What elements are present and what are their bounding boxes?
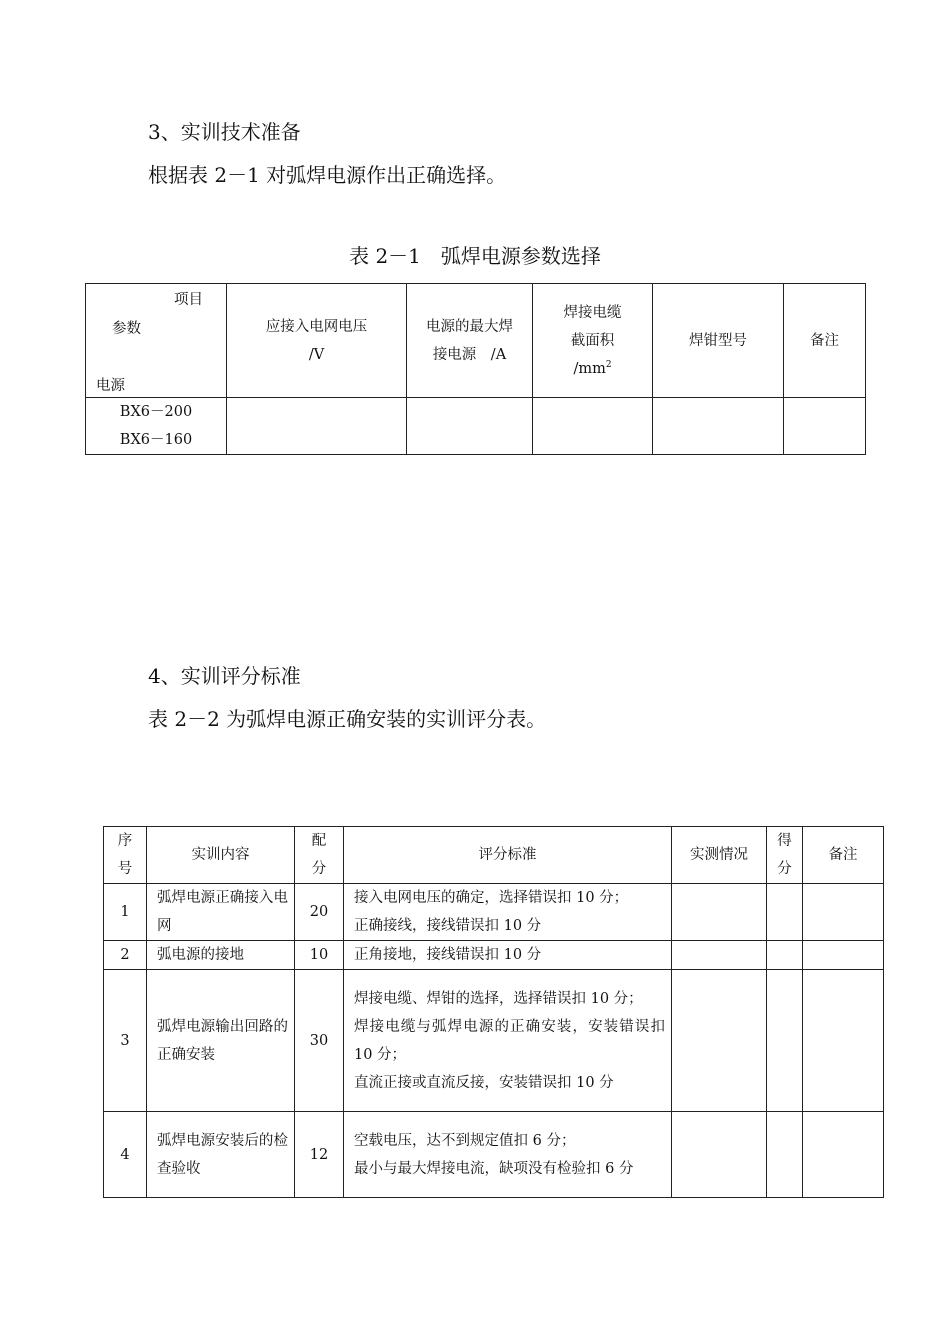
section3-text: 根据表 2－1 对弧焊电源作出正确选择。 — [148, 163, 507, 187]
header-no — [104, 827, 147, 884]
empty-cell — [672, 1112, 767, 1198]
criteria-line: 直流正接或直流反接，安装错误扣 10 分 — [354, 1074, 614, 1091]
table1-data-row — [86, 398, 866, 455]
criteria-line: 空载电压，达不到规定值扣 6 分； — [354, 1132, 576, 1149]
row-content: 弧焊电源安装后的检查验收 — [147, 1112, 295, 1198]
header-voltage-line2: /V — [308, 346, 325, 363]
header-content: 实训内容 — [147, 827, 295, 884]
row-score: 30 — [295, 970, 344, 1112]
empty-cell — [653, 398, 784, 455]
corner-label-item: 项目 — [174, 291, 203, 308]
empty-cell — [767, 970, 803, 1112]
section4-heading: 4、实训评分标准 — [148, 664, 301, 688]
header-got-line1: 得 — [777, 833, 792, 849]
empty-cell — [672, 970, 767, 1112]
header-max-current — [407, 284, 533, 398]
criteria-line: 最小与最大焊接电流，缺项没有检验扣 6 分 — [354, 1160, 634, 1177]
criteria-line: 正角接地，接线错误扣 10 分 — [354, 947, 542, 963]
table1-caption: 表 2－1 弧焊电源参数选择 — [349, 244, 601, 268]
header-criteria: 评分标准 — [344, 827, 672, 884]
empty-cell — [803, 1112, 884, 1198]
header-current-line2: 接电源 /A — [432, 346, 507, 363]
row-no: 3 — [104, 970, 147, 1112]
empty-cell — [784, 398, 866, 455]
row-score: 10 — [295, 941, 344, 970]
header-cable-line2: 截面积 — [570, 332, 615, 349]
table-row — [104, 884, 884, 941]
header-score-line1: 配 — [311, 833, 327, 849]
table-row — [104, 970, 884, 1112]
header-voltage-line1: 应接入电网电压 — [265, 318, 368, 335]
criteria-line: 焊接电缆、焊钳的选择，选择错误扣 10 分； — [354, 990, 643, 1007]
empty-cell — [672, 884, 767, 941]
header-got — [767, 827, 803, 884]
corner-label-param: 参数 — [112, 320, 141, 337]
row-score: 20 — [295, 884, 344, 941]
header-cable-section — [533, 284, 653, 398]
header-cable-line3 — [533, 355, 652, 383]
header-cable-unit: /mm — [573, 360, 606, 377]
row-criteria — [344, 970, 672, 1112]
table2-header-row — [104, 827, 884, 884]
header-got-line2: 分 — [777, 861, 792, 877]
header-remark: 备注 — [784, 284, 866, 398]
empty-cell — [767, 884, 803, 941]
criteria-line: 接入电网电压的确定，选择错误扣 10 分； — [354, 890, 629, 906]
header-clamp-model: 焊钳型号 — [653, 284, 784, 398]
row-criteria — [344, 941, 672, 970]
header-measured: 实测情况 — [672, 827, 767, 884]
source-model-bx6-200: BX6－200 — [119, 404, 193, 420]
power-source-parameter-table — [85, 283, 866, 455]
header-cable-line1: 焊接电缆 — [563, 304, 622, 321]
empty-cell — [767, 1112, 803, 1198]
empty-cell — [803, 941, 884, 970]
scoring-standard-table — [103, 826, 884, 1198]
source-models-cell — [86, 398, 227, 455]
header-remark: 备注 — [803, 827, 884, 884]
empty-cell — [803, 970, 884, 1112]
empty-cell — [407, 398, 533, 455]
row-content: 弧电源的接地 — [147, 941, 295, 970]
header-score-line2: 分 — [311, 861, 327, 877]
row-content: 弧焊电源正确接入电网 — [147, 884, 295, 941]
source-model-bx6-160: BX6－160 — [119, 432, 193, 448]
row-no: 2 — [104, 941, 147, 970]
corner-label-source: 电源 — [96, 377, 125, 394]
header-score — [295, 827, 344, 884]
table-row — [104, 941, 884, 970]
table-row — [104, 1112, 884, 1198]
table1-corner-cell — [86, 284, 227, 398]
row-score: 12 — [295, 1112, 344, 1198]
criteria-line: 正确接线，接线错误扣 10 分 — [354, 918, 542, 934]
row-no: 4 — [104, 1112, 147, 1198]
header-no-line2: 号 — [117, 861, 133, 877]
empty-cell — [227, 398, 407, 455]
section4-text: 表 2－2 为弧焊电源正确安装的实训评分表。 — [148, 707, 547, 731]
row-no: 1 — [104, 884, 147, 941]
header-cable-unit-sup: 2 — [605, 359, 612, 370]
row-content: 弧焊电源输出回路的正确安装 — [147, 970, 295, 1112]
table1-header-row — [86, 284, 866, 398]
header-no-line1: 序 — [117, 833, 133, 849]
empty-cell — [533, 398, 653, 455]
row-criteria — [344, 884, 672, 941]
header-current-line1: 电源的最大焊 — [426, 318, 513, 335]
row-criteria — [344, 1112, 672, 1198]
header-grid-voltage — [227, 284, 407, 398]
section3-heading: 3、实训技术准备 — [148, 120, 301, 144]
criteria-line: 焊接电缆与弧焊电源的正确安装，安装错误扣 10 分； — [354, 1018, 665, 1063]
empty-cell — [672, 941, 767, 970]
empty-cell — [767, 941, 803, 970]
empty-cell — [803, 884, 884, 941]
